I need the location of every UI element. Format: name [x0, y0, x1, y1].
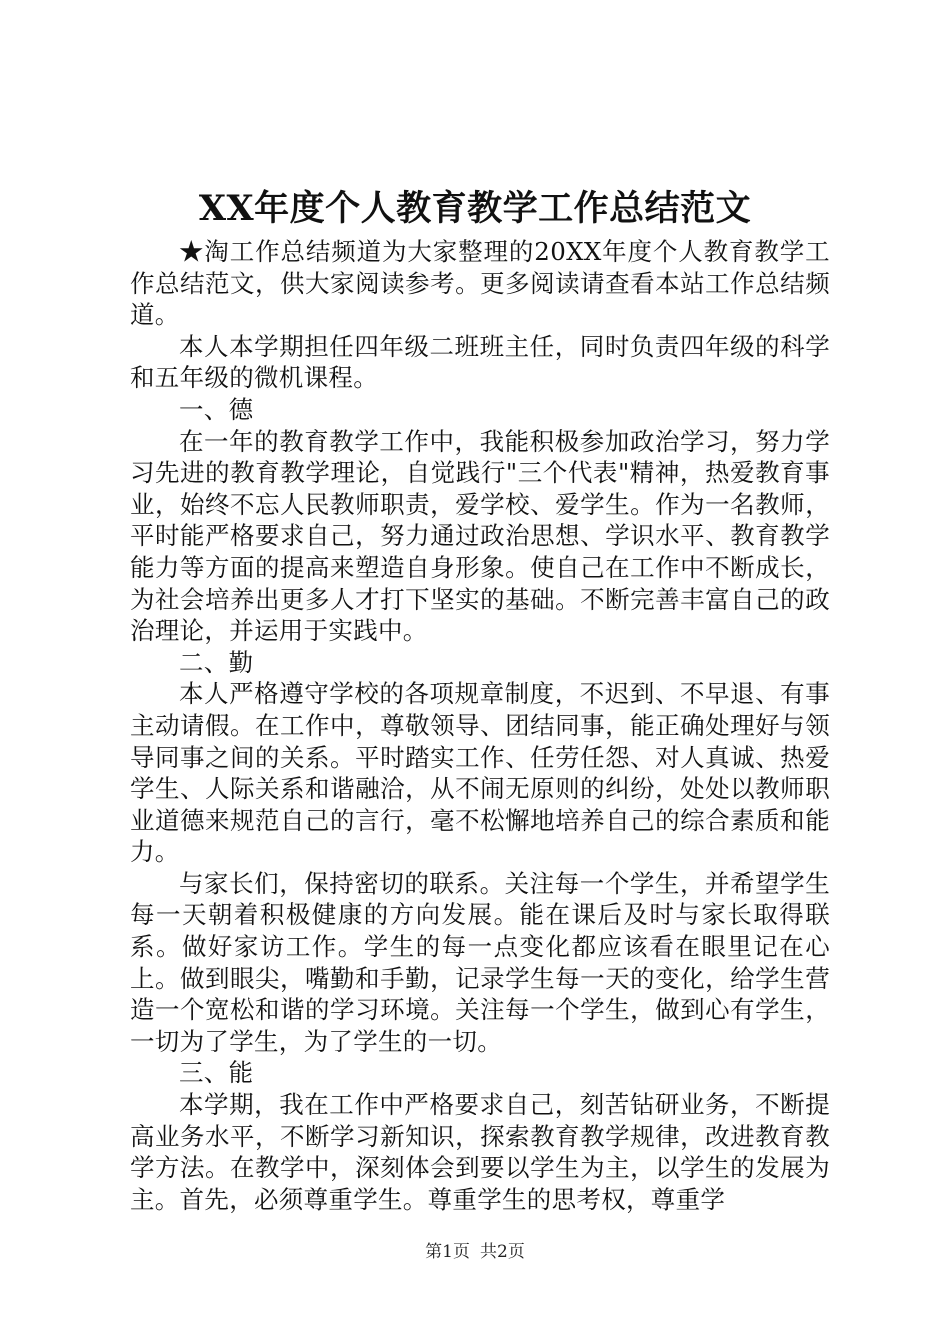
- page-total: 共2页: [480, 1242, 525, 1262]
- neng-paragraph: 本学期，我在工作中严格要求自己，刻苦钻研业务，不断提高业务水平，不断学习新知识，探索教育教学规律，改进教育教学方法。在教学中，深刻体会到要以学生为主，以学生的发展为主。首先，必须尊重学生。尊重学生的思考权，尊重学: [130, 1090, 830, 1214]
- role-paragraph: 本人本学期担任四年级二班班主任，同时负责四年级的科学和五年级的微机课程。: [130, 331, 830, 393]
- section-heading-qin: 二、勤: [179, 647, 254, 677]
- section-heading-de: 一、德: [179, 394, 254, 424]
- qin-paragraph-1: 本人严格遵守学校的各项规章制度，不迟到、不早退、有事主动请假。在工作中，尊敬领导、团结同事，能正确处理好与领导同事之间的关系。平时踏实工作、任劳任怨、对人真诚、热爱学生、人际关系和谐融洽，从不闹无原则的纠纷，处处以教师职业道德来规范自己的言行，毫不松懈地培养自己的综合素质和能力。: [130, 679, 830, 867]
- document-body: [130, 236, 830, 1215]
- page-number: 第1页: [425, 1242, 470, 1262]
- document-title: XX年度个人教育教学工作总结范文: [198, 188, 752, 229]
- qin-paragraph-2: 与家长们，保持密切的联系。关注每一个学生，并希望学生每一天朝着积极健康的方向发展。能在课后及时与家长取得联系。做好家访工作。学生的每一点变化都应该看在眼里记在心上。做到眼尖，嘴勤和手勤，记录学生每一天的变化，给学生营造一个宽松和谐的学习环境。关注每一个学生，做到心有学生，一切为了学生，为了学生的一切。: [130, 868, 830, 1056]
- section-heading-neng: 三、能: [179, 1058, 254, 1088]
- intro-paragraph: ★淘工作总结频道为大家整理的20XX年度个人教育教学工作总结范文，供大家阅读参考。更多阅读请查看本站工作总结频道。: [130, 237, 830, 330]
- page-footer: [0, 1240, 950, 1264]
- de-paragraph: 在一年的教育教学工作中，我能积极参加政治学习，努力学习先进的教育教学理论，自觉践行"三个代表"精神，热爱教育事业，始终不忘人民教师职责，爱学校、爱学生。作为一名教师，平时能严格要求自己，努力通过政治思想、学识水平、教育教学能力等方面的提高来塑造自身形象。使自己在工作中不断成长，为社会培养出更多人才打下坚实的基础。不断完善丰富自己的政治理论，并运用于实践中。: [130, 426, 830, 646]
